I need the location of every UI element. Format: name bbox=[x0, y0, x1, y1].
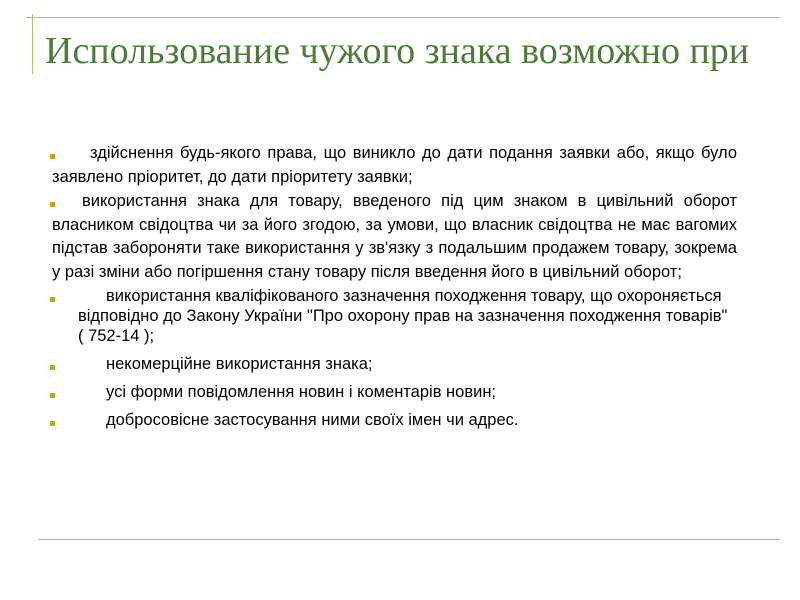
list-item-text: здійснення будь-якого права, що виникло до дати подання заявки або, якщо було заявлено пріоритет, до дати пріоритету заявки; bbox=[52, 144, 737, 186]
list-item-text: некомерційне використання знака; bbox=[106, 355, 373, 373]
bottom-rule bbox=[38, 539, 780, 540]
list-item bbox=[52, 354, 737, 374]
list-item bbox=[52, 142, 737, 189]
left-rule bbox=[32, 14, 33, 74]
square-bullet-icon bbox=[50, 297, 55, 302]
square-bullet-icon bbox=[50, 421, 55, 426]
list-item bbox=[52, 286, 737, 346]
list-item-text: використання знака для товару, введеного під цим знаком в цивільний оборот власником свідоцтва чи за його згодою, за умови, що власник свідоцтва не має вагомих підстав забороняти таке використання у зв'язку з подальшим продажем товару, зокрема у разі зміни або погіршення стану товару після введення його в цивільний оборот; bbox=[52, 192, 737, 281]
list-item bbox=[52, 382, 737, 402]
top-rule bbox=[26, 17, 780, 18]
square-bullet-icon bbox=[50, 365, 55, 370]
square-bullet-icon bbox=[50, 202, 55, 207]
bullet-list bbox=[52, 142, 737, 430]
list-item bbox=[52, 190, 737, 284]
list-item-text: використання кваліфікованого зазначення походження товару, що охороняється відповідно до Закону України "Про охорону прав на зазначення походження товарів" ( 752-14 ); bbox=[78, 287, 728, 345]
square-bullet-icon bbox=[50, 393, 55, 398]
square-bullet-icon bbox=[50, 154, 55, 159]
list-item bbox=[52, 410, 737, 430]
slide-title: Использование чужого знака возможно при bbox=[45, 30, 750, 72]
list-item-text: добросовісне застосування ними своїх імен чи адрес. bbox=[106, 411, 519, 429]
list-item-text: усі форми повідомлення новин і коментарів новин; bbox=[106, 383, 497, 401]
